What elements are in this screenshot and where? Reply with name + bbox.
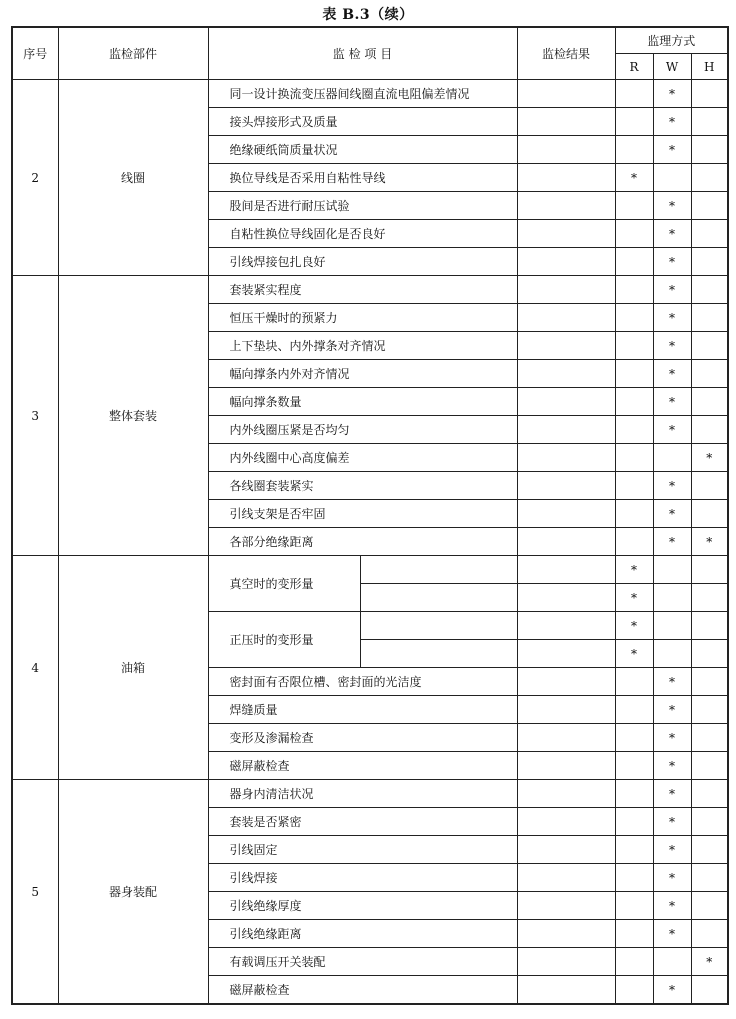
item-sub-cell xyxy=(360,612,517,640)
group-part: 器身装配 xyxy=(58,780,208,1005)
mark-h xyxy=(691,276,728,304)
mark-r: * xyxy=(615,584,653,612)
item-text: 引线固定 xyxy=(208,836,517,864)
group-seq: 2 xyxy=(12,80,58,276)
mark-h xyxy=(691,304,728,332)
mark-w: * xyxy=(653,108,691,136)
mark-w xyxy=(653,444,691,472)
mark-r xyxy=(615,976,653,1005)
result-cell xyxy=(517,696,615,724)
result-cell xyxy=(517,472,615,500)
result-cell xyxy=(517,668,615,696)
result-cell xyxy=(517,556,615,584)
mark-w: * xyxy=(653,276,691,304)
mark-h xyxy=(691,668,728,696)
header-item: 监 检 项 目 xyxy=(208,27,517,80)
item-text: 内外线圈中心高度偏差 xyxy=(208,444,517,472)
mark-r xyxy=(615,136,653,164)
header-h: H xyxy=(691,54,728,80)
result-cell xyxy=(517,136,615,164)
table-header xyxy=(12,27,728,80)
mark-h xyxy=(691,976,728,1005)
mark-r xyxy=(615,500,653,528)
mark-w: * xyxy=(653,920,691,948)
table-row xyxy=(12,780,728,808)
mark-r xyxy=(615,528,653,556)
mark-r xyxy=(615,220,653,248)
item-sub-cell xyxy=(360,556,517,584)
mark-r xyxy=(615,668,653,696)
item-sub-cell xyxy=(360,584,517,612)
mark-h xyxy=(691,360,728,388)
mark-h xyxy=(691,892,728,920)
item-text: 上下垫块、内外撑条对齐情况 xyxy=(208,332,517,360)
mark-w: * xyxy=(653,892,691,920)
mark-r xyxy=(615,416,653,444)
mark-w: * xyxy=(653,416,691,444)
result-cell xyxy=(517,248,615,276)
mark-h xyxy=(691,332,728,360)
mark-r xyxy=(615,864,653,892)
item-text: 套装紧实程度 xyxy=(208,276,517,304)
result-cell xyxy=(517,332,615,360)
mark-r xyxy=(615,696,653,724)
mark-h xyxy=(691,108,728,136)
mark-h xyxy=(691,640,728,668)
mark-h xyxy=(691,696,728,724)
item-text: 引线焊接 xyxy=(208,864,517,892)
mark-h xyxy=(691,416,728,444)
mark-h xyxy=(691,920,728,948)
mark-h xyxy=(691,724,728,752)
result-cell xyxy=(517,612,615,640)
mark-w xyxy=(653,556,691,584)
mark-w: * xyxy=(653,808,691,836)
result-cell xyxy=(517,192,615,220)
mark-h xyxy=(691,864,728,892)
item-text: 引线绝缘距离 xyxy=(208,920,517,948)
result-cell xyxy=(517,640,615,668)
mark-h xyxy=(691,136,728,164)
mark-h xyxy=(691,752,728,780)
mark-h xyxy=(691,220,728,248)
result-cell xyxy=(517,500,615,528)
result-cell xyxy=(517,164,615,192)
item-text: 绝缘硬纸筒质量状况 xyxy=(208,136,517,164)
mark-h: * xyxy=(691,444,728,472)
mark-w xyxy=(653,948,691,976)
mark-r xyxy=(615,808,653,836)
item-text: 磁屏蔽检查 xyxy=(208,752,517,780)
group-seq: 5 xyxy=(12,780,58,1005)
mark-h xyxy=(691,472,728,500)
mark-r: * xyxy=(615,612,653,640)
header-part: 监检部件 xyxy=(58,27,208,80)
table-body xyxy=(12,80,728,1005)
item-text: 真空时的变形量 xyxy=(208,556,360,612)
group-part: 油箱 xyxy=(58,556,208,780)
mark-h xyxy=(691,80,728,108)
mark-r xyxy=(615,724,653,752)
mark-h xyxy=(691,192,728,220)
item-text: 变形及渗漏检查 xyxy=(208,724,517,752)
mark-r xyxy=(615,752,653,780)
item-text: 换位导线是否采用自粘性导线 xyxy=(208,164,517,192)
result-cell xyxy=(517,360,615,388)
mark-w: * xyxy=(653,780,691,808)
result-cell xyxy=(517,108,615,136)
item-text: 各部分绝缘距离 xyxy=(208,528,517,556)
mark-w: * xyxy=(653,472,691,500)
mark-r xyxy=(615,472,653,500)
result-cell xyxy=(517,948,615,976)
mark-r xyxy=(615,892,653,920)
item-text: 各线圈套装紧实 xyxy=(208,472,517,500)
result-cell xyxy=(517,864,615,892)
table-row xyxy=(12,276,728,304)
mark-h xyxy=(691,612,728,640)
item-text: 幅向撑条内外对齐情况 xyxy=(208,360,517,388)
item-text: 幅向撑条数量 xyxy=(208,388,517,416)
mark-w: * xyxy=(653,836,691,864)
mark-r: * xyxy=(615,556,653,584)
result-cell xyxy=(517,388,615,416)
mark-h xyxy=(691,556,728,584)
item-text: 同一设计换流变压器间线圈直流电阻偏差情况 xyxy=(208,80,517,108)
item-text: 有载调压开关装配 xyxy=(208,948,517,976)
result-cell xyxy=(517,836,615,864)
mark-w: * xyxy=(653,500,691,528)
mark-w: * xyxy=(653,304,691,332)
item-text: 接头焊接形式及质量 xyxy=(208,108,517,136)
item-text: 焊缝质量 xyxy=(208,696,517,724)
result-cell xyxy=(517,724,615,752)
group-seq: 3 xyxy=(12,276,58,556)
mark-h xyxy=(691,248,728,276)
mark-w: * xyxy=(653,752,691,780)
mark-h xyxy=(691,808,728,836)
mark-h xyxy=(691,500,728,528)
mark-h: * xyxy=(691,948,728,976)
mark-r xyxy=(615,192,653,220)
item-text: 磁屏蔽检查 xyxy=(208,976,517,1005)
table-row xyxy=(12,80,728,108)
result-cell xyxy=(517,220,615,248)
mark-r xyxy=(615,780,653,808)
mark-r xyxy=(615,444,653,472)
mark-r xyxy=(615,108,653,136)
mark-w xyxy=(653,584,691,612)
result-cell xyxy=(517,80,615,108)
mark-w: * xyxy=(653,668,691,696)
mark-w xyxy=(653,612,691,640)
item-sub-cell xyxy=(360,640,517,668)
mark-w: * xyxy=(653,220,691,248)
result-cell xyxy=(517,780,615,808)
mark-r xyxy=(615,836,653,864)
mark-w xyxy=(653,640,691,668)
mark-w: * xyxy=(653,388,691,416)
mark-w: * xyxy=(653,976,691,1005)
group-part: 线圈 xyxy=(58,80,208,276)
header-r: R xyxy=(615,54,653,80)
result-cell xyxy=(517,752,615,780)
mark-r: * xyxy=(615,164,653,192)
item-text: 正压时的变形量 xyxy=(208,612,360,668)
group-part: 整体套装 xyxy=(58,276,208,556)
mark-r xyxy=(615,388,653,416)
mark-w: * xyxy=(653,360,691,388)
inspection-table xyxy=(11,26,729,1005)
item-text: 股间是否进行耐压试验 xyxy=(208,192,517,220)
mark-w: * xyxy=(653,332,691,360)
mark-w: * xyxy=(653,864,691,892)
item-text: 器身内清洁状况 xyxy=(208,780,517,808)
header-w: W xyxy=(653,54,691,80)
mark-h: * xyxy=(691,528,728,556)
mark-w: * xyxy=(653,248,691,276)
item-text: 引线绝缘厚度 xyxy=(208,892,517,920)
header-result: 监检结果 xyxy=(517,27,615,80)
item-text: 引线支架是否牢固 xyxy=(208,500,517,528)
result-cell xyxy=(517,444,615,472)
item-text: 恒压干燥时的预紧力 xyxy=(208,304,517,332)
header-method: 监理方式 xyxy=(615,27,728,54)
mark-w: * xyxy=(653,192,691,220)
item-text: 密封面有否限位槽、密封面的光洁度 xyxy=(208,668,517,696)
result-cell xyxy=(517,528,615,556)
mark-r xyxy=(615,920,653,948)
mark-h xyxy=(691,388,728,416)
mark-r xyxy=(615,80,653,108)
mark-w: * xyxy=(653,696,691,724)
item-text: 自粘性换位导线固化是否良好 xyxy=(208,220,517,248)
mark-r: * xyxy=(615,640,653,668)
table-row xyxy=(12,556,728,584)
result-cell xyxy=(517,416,615,444)
mark-r xyxy=(615,948,653,976)
mark-r xyxy=(615,360,653,388)
mark-h xyxy=(691,836,728,864)
mark-w xyxy=(653,164,691,192)
item-text: 引线焊接包扎良好 xyxy=(208,248,517,276)
mark-r xyxy=(615,276,653,304)
result-cell xyxy=(517,808,615,836)
header-seq: 序号 xyxy=(12,27,58,80)
mark-h xyxy=(691,780,728,808)
table-caption: 表 B.3（续） xyxy=(322,7,414,23)
mark-h xyxy=(691,164,728,192)
mark-r xyxy=(615,304,653,332)
result-cell xyxy=(517,584,615,612)
mark-w: * xyxy=(653,80,691,108)
group-seq: 4 xyxy=(12,556,58,780)
mark-h xyxy=(691,584,728,612)
result-cell xyxy=(517,976,615,1005)
mark-w: * xyxy=(653,136,691,164)
mark-w: * xyxy=(653,724,691,752)
result-cell xyxy=(517,304,615,332)
mark-w: * xyxy=(653,528,691,556)
item-text: 内外线圈压紧是否均匀 xyxy=(208,416,517,444)
mark-r xyxy=(615,332,653,360)
result-cell xyxy=(517,892,615,920)
result-cell xyxy=(517,276,615,304)
mark-r xyxy=(615,248,653,276)
item-text: 套装是否紧密 xyxy=(208,808,517,836)
result-cell xyxy=(517,920,615,948)
